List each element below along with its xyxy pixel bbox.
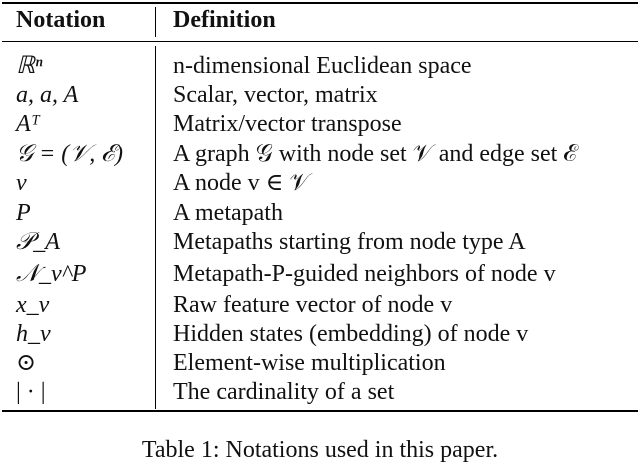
notation-cell: ℝⁿ xyxy=(16,53,43,79)
definition-cell: Raw feature vector of node v xyxy=(173,292,453,318)
table-row xyxy=(0,169,640,197)
table-row xyxy=(0,349,640,377)
column-divider-header xyxy=(155,7,156,37)
notation-cell: h_v xyxy=(16,321,51,347)
notation-cell: Aᵀ xyxy=(16,111,40,137)
notation-cell: v xyxy=(16,170,27,196)
table-row xyxy=(0,291,640,319)
definition-cell: A graph 𝒢 with node set 𝒱 and edge set ℰ xyxy=(173,141,578,167)
notation-cell: 𝒩_v^P xyxy=(16,261,87,287)
definition-cell: The cardinality of a set xyxy=(173,379,395,405)
definition-cell: Hidden states (embedding) of node v xyxy=(173,321,529,347)
table-row xyxy=(0,81,640,109)
notation-cell: a, a, A xyxy=(16,82,79,108)
definition-cell: A metapath xyxy=(173,200,283,226)
header-rule xyxy=(2,41,638,42)
definition-cell: n-dimensional Euclidean space xyxy=(173,53,472,79)
notation-cell: ⊙ xyxy=(16,350,37,376)
table-row xyxy=(0,110,640,138)
header-notation: Notation xyxy=(16,7,106,33)
definition-cell: Matrix/vector transpose xyxy=(173,111,402,137)
bottom-rule xyxy=(2,410,638,412)
notation-cell: P xyxy=(16,200,31,226)
notation-cell: x_v xyxy=(16,292,50,318)
table-row xyxy=(0,320,640,348)
definition-cell: Element-wise multiplication xyxy=(173,350,446,376)
table-row xyxy=(0,260,640,288)
table-row xyxy=(0,378,640,406)
definition-cell: A node v ∈ 𝒱 xyxy=(173,170,310,196)
notation-cell: 𝒢 = (𝒱, ℰ) xyxy=(16,141,124,167)
definition-cell: Metapath-P-guided neighbors of node v xyxy=(173,261,556,287)
top-rule xyxy=(2,2,638,4)
definition-cell: Metapaths starting from node type A xyxy=(173,229,526,255)
table-row xyxy=(0,228,640,256)
notation-cell: 𝒫_A xyxy=(16,229,60,255)
notation-cell: | · | xyxy=(16,379,46,405)
table-row xyxy=(0,52,640,80)
header-definition: Definition xyxy=(173,7,276,33)
table-row xyxy=(0,140,640,168)
definition-cell: Scalar, vector, matrix xyxy=(173,82,378,108)
table-caption: Table 1: Notations used in this paper. xyxy=(141,437,499,463)
table-row xyxy=(0,199,640,227)
